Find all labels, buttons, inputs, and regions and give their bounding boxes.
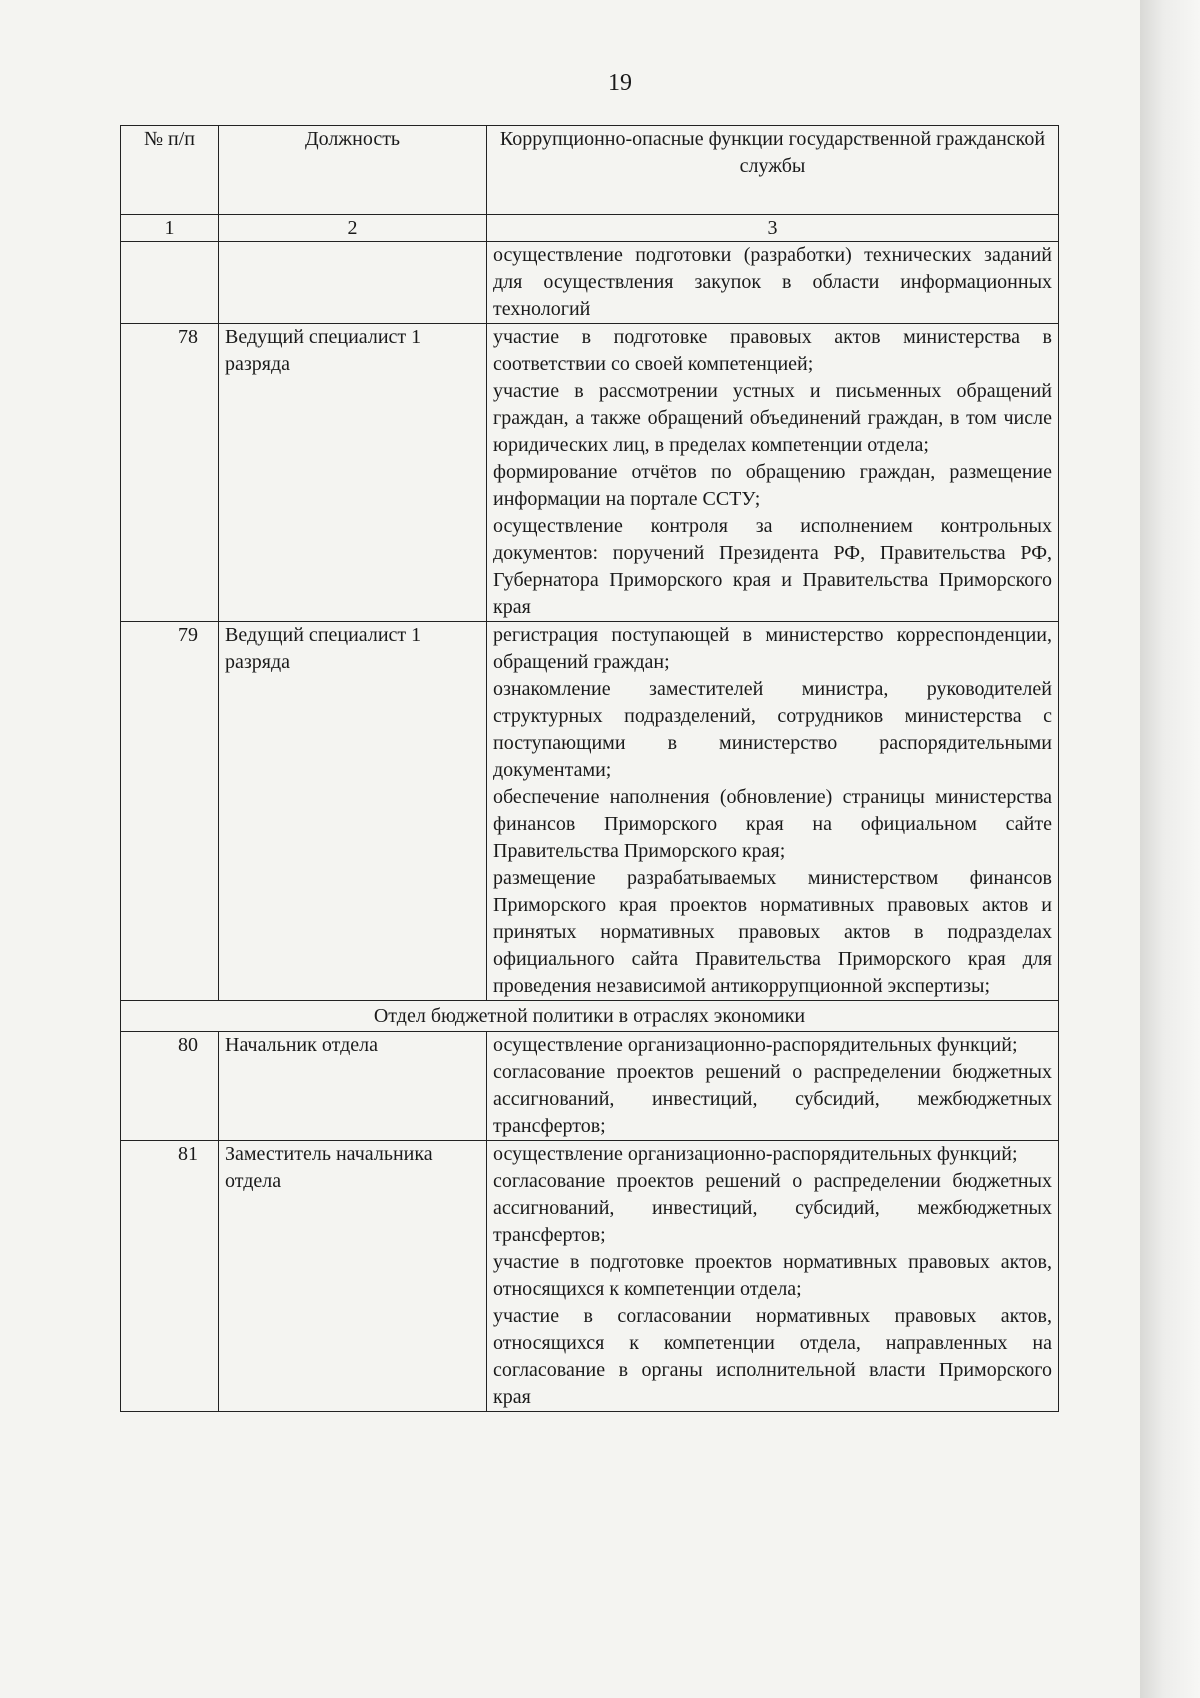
table-row [121, 324, 1059, 622]
page-number: 19 [608, 70, 632, 96]
row-functions [487, 324, 1059, 622]
row-number: 79 [121, 622, 219, 1001]
scan-edge [1140, 0, 1200, 1698]
function-item: формирование отчётов по обращению граждан, размещение информации на портале ССТУ; [493, 461, 1052, 510]
function-item: осуществление контроля за исполнением контрольных документов: поручений Президента РФ, Правительства РФ, Губернатора Приморского края и Правительства Приморского края [493, 515, 1052, 618]
function-item: согласование проектов решений о распределении бюджетных ассигнований, инвестиций, субсидий, межбюджетных трансфертов; [493, 1061, 1052, 1137]
row-number: 78 [121, 324, 219, 622]
function-item: размещение разрабатываемых министерством финансов Приморского края проектов нормативных правовых актов и принятых нормативных правовых актов в подразделах официального сайта Правительства Приморского края для проведения независимой антикоррупционной экспертизы; [493, 867, 1052, 997]
table-row [121, 622, 1059, 1001]
row-functions [487, 1032, 1059, 1141]
function-item: осуществление подготовки (разработки) технических заданий для осуществления закупок в области информационных технологий [493, 244, 1052, 320]
function-item: обеспечение наполнения (обновление) страницы министерства финансов Приморского края на официальном сайте Правительства Приморского края; [493, 786, 1052, 862]
header-position: Должность [219, 126, 487, 215]
row-position: Начальник отдела [219, 1032, 487, 1141]
row-position: Заместитель начальника отдела [219, 1141, 487, 1412]
row-number: 81 [121, 1141, 219, 1412]
function-item: осуществление организационно-распорядительных функций; [493, 1034, 1018, 1056]
function-item: осуществление организационно-распорядительных функций; [493, 1143, 1018, 1165]
row-position: Ведущий специалист 1 разряда [219, 324, 487, 622]
column-number: 3 [487, 215, 1059, 242]
row-number: 80 [121, 1032, 219, 1141]
function-item: ознакомление заместителей министра, руководителей структурных подразделений, сотрудников министерства с поступающими в министерство распорядительными документами; [493, 678, 1052, 781]
functions-table [120, 125, 1059, 1412]
table-row [121, 1141, 1059, 1412]
table-row [121, 1032, 1059, 1141]
row-number [121, 242, 219, 324]
row-functions [487, 242, 1059, 324]
row-position: Ведущий специалист 1 разряда [219, 622, 487, 1001]
function-item: участие в подготовке проектов нормативных правовых актов, относящихся к компетенции отдела; [493, 1251, 1052, 1300]
column-numbers-row [121, 215, 1059, 242]
column-number: 2 [219, 215, 487, 242]
table-header-row [121, 126, 1059, 215]
function-item: участие в рассмотрении устных и письменных обращений граждан, а также обращений объединений граждан, в том числе юридических лиц, в пределах компетенции отдела; [493, 380, 1052, 456]
function-item: регистрация поступающей в министерство корреспонденции, обращений граждан; [493, 624, 1052, 673]
table-row [121, 242, 1059, 324]
function-item: согласование проектов решений о распределении бюджетных ассигнований, инвестиций, субсидий, межбюджетных трансфертов; [493, 1170, 1052, 1246]
row-functions [487, 622, 1059, 1001]
column-number: 1 [121, 215, 219, 242]
section-row [121, 1001, 1059, 1032]
function-item: участие в подготовке правовых актов министерства в соответствии со своей компетенцией; [493, 326, 1052, 375]
header-functions: Коррупционно-опасные функции государственной гражданской службы [487, 126, 1059, 215]
header-number: № п/п [121, 126, 219, 215]
section-title: Отдел бюджетной политики в отраслях экономики [121, 1001, 1059, 1032]
function-item: участие в согласовании нормативных правовых актов, относящихся к компетенции отдела, направленных на согласование в органы исполнительной власти Приморского края [493, 1305, 1052, 1408]
row-position [219, 242, 487, 324]
row-functions [487, 1141, 1059, 1412]
